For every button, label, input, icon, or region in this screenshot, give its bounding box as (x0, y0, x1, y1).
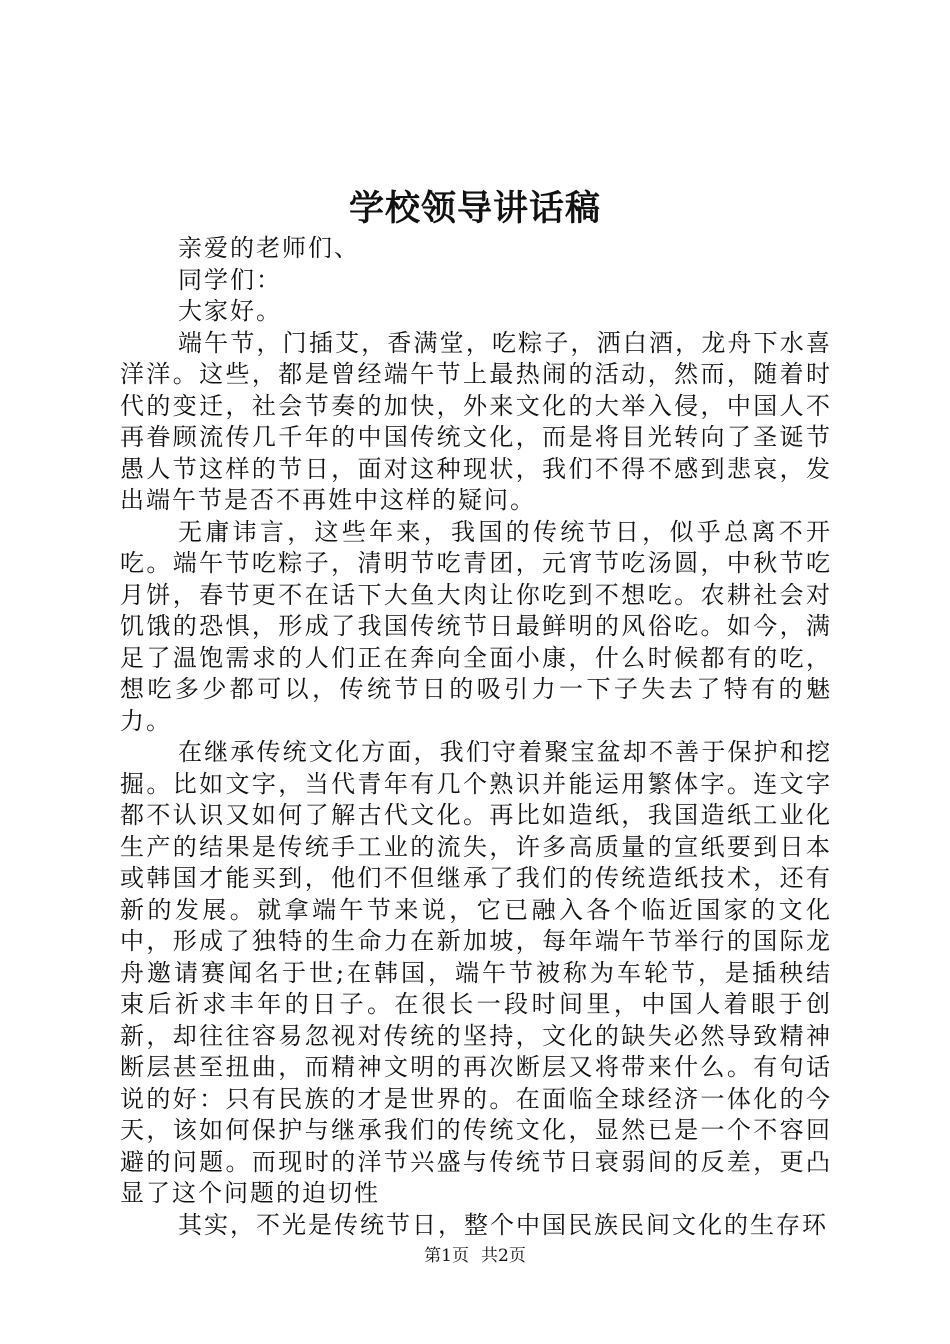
paragraph-festival-food: 无庸讳言，这些年来，我国的传统节日，似乎总离不开吃。端午节吃粽子，清明节吃青团，元宵节吃汤圆，中秋节吃月饼，春节更不在话下大鱼大肉让你吃到不想吃。农耕社会对饥饿的恐惧，形成了我国传统节日最鲜明的风俗吃。如今，满足了温饱需求的人们正在奔向全面小康，什么时候都有的吃，想吃多少都可以，传统节日的吸引力一下子失去了特有的魅力。 (120, 517, 832, 735)
paragraph-greeting-teachers: 亲爱的老师们、 (178, 234, 360, 262)
paragraph-hello: 大家好。 (178, 297, 282, 325)
page-total: 共2页 (481, 1246, 526, 1266)
document-body (120, 233, 832, 1241)
page-footer (0, 1244, 950, 1268)
paragraph-cultural-heritage: 在继承传统文化方面，我们守着聚宝盆却不善于保护和挖掘。比如文字，当代青年有几个熟识并能运用繁体字。连文字都不认识又如何了解古代文化。再比如造纸，我国造纸工业化生产的结果是传统手工业的流失，许多高质量的宣纸要到日本或韩国才能买到，他们不但继承了我们的传统造纸技术，还有新的发展。就拿端午节来说，它已融入各个临近国家的文化中，形成了独特的生命力在新加坡，每年端午节举行的国际龙舟邀请赛闻名于世;在韩国，端午节被称为车轮节，是插秧结束后祈求丰年的日子。在很长一段时间里，中国人着眼于创新，却往往容易忽视对传统的坚持，文化的缺失必然导致精神断层甚至扭曲，而精神文明的再次断层又将带来什么。有句话说的好：只有民族的才是世界的。在面临全球经济一体化的今天，该如何保护与继承我们的传统文化，显然已是一个不容回避的问题。而现时的洋节兴盛与传统节日衰弱间的反差，更凸显了这个问题的迫切性 (120, 738, 832, 1207)
paragraph-folk-culture: 其实，不光是传统节日，整个中国民族民间文化的生存环 (178, 1210, 828, 1239)
document-title: 学校领导讲话稿 (348, 188, 601, 229)
paragraph-greeting-students: 同学们： (178, 265, 282, 294)
paragraph-dragon-boat-festival: 端午节，门插艾，香满堂，吃粽子，洒白酒，龙舟下水喜洋洋。这些，都是曾经端午节上最热闹的活动，然而，随着时代的变迁，社会节奏的加快，外来文化的大举入侵，中国人不再眷顾流传几千年的中国传统文化，而是将目光转向了圣诞节愚人节这样的节日，面对这种现状，我们不得不感到悲哀，发出端午节是否不再姓中这样的疑问。 (120, 328, 832, 514)
page-number: 第1页 (424, 1246, 469, 1266)
